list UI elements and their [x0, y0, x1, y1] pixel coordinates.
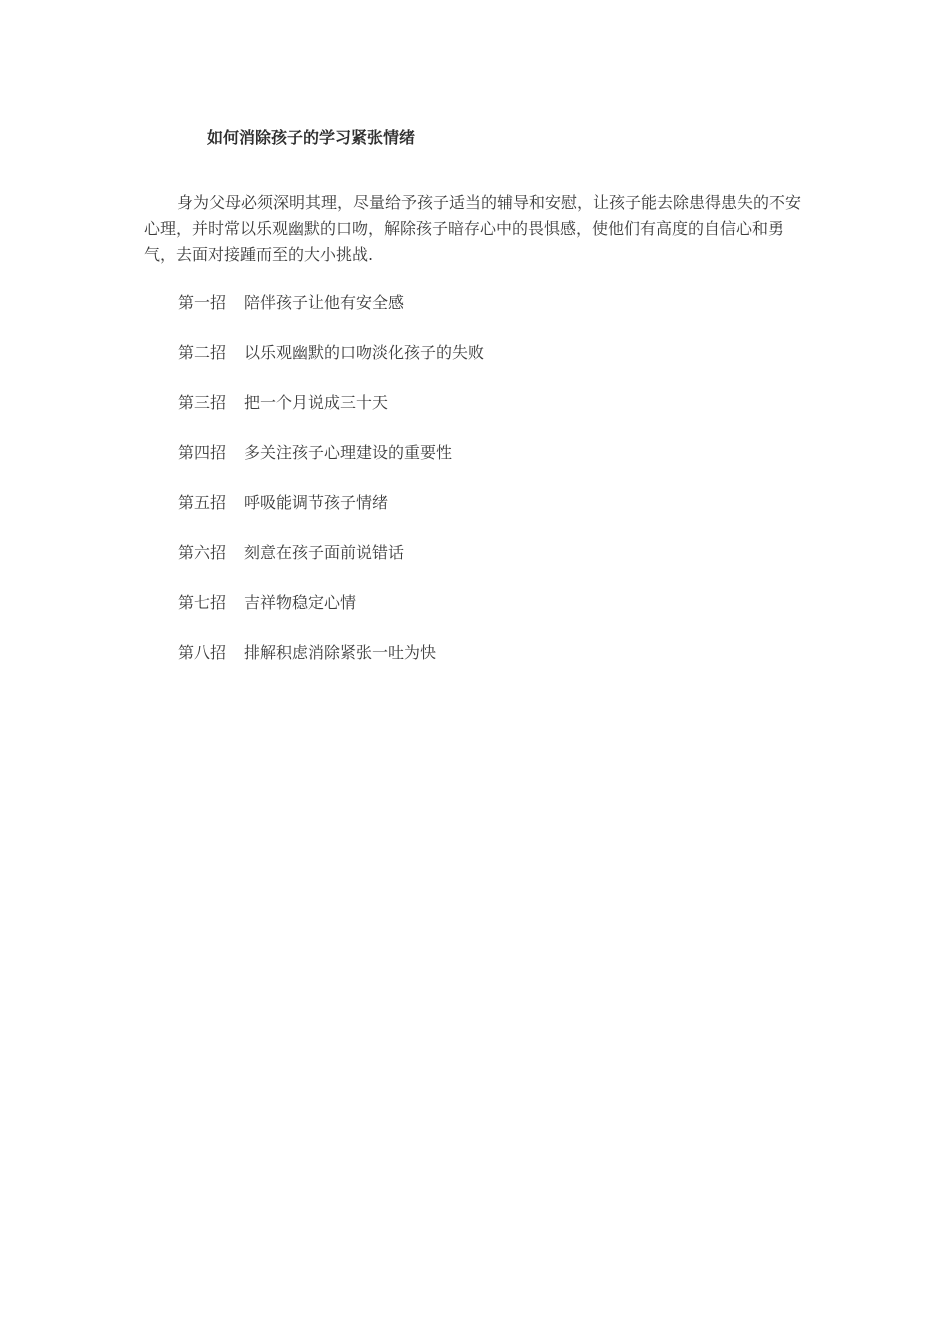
tip-item — [178, 540, 484, 590]
tip-number: 第五招 — [178, 493, 227, 512]
tip-number: 第六招 — [178, 543, 227, 562]
tip-item — [178, 340, 484, 390]
tip-item — [178, 440, 484, 490]
tip-item — [178, 290, 484, 340]
tip-text: 以乐观幽默的口吻淡化孩子的失败 — [244, 343, 485, 362]
tip-text: 吉祥物稳定心情 — [244, 593, 357, 612]
tip-item — [178, 640, 484, 690]
document-title: 如何消除孩子的学习紧张情绪 — [207, 128, 416, 147]
tip-text: 刻意在孩子面前说错话 — [244, 543, 405, 562]
tips-list — [178, 290, 484, 690]
tip-text: 呼吸能调节孩子情绪 — [244, 493, 389, 512]
tip-item — [178, 390, 484, 440]
tip-text: 陪伴孩子让他有安全感 — [244, 293, 405, 312]
tip-text: 多关注孩子心理建设的重要性 — [244, 443, 453, 462]
intro-paragraph: 身为父母必须深明其理，尽量给予孩子适当的辅导和安慰，让孩子能去除患得患失的不安心理，并时常以乐观幽默的口吻，解除孩子暗存心中的畏惧感，使他们有高度的自信心和勇气，去面对接踵而至的大小挑战. — [144, 193, 802, 264]
tip-number: 第二招 — [178, 343, 227, 362]
tip-number: 第一招 — [178, 293, 227, 312]
tip-text: 把一个月说成三十天 — [244, 393, 389, 412]
tip-item — [178, 590, 484, 640]
tip-item — [178, 490, 484, 540]
tip-number: 第八招 — [178, 643, 227, 662]
tip-number: 第四招 — [178, 443, 227, 462]
tip-number: 第三招 — [178, 393, 227, 412]
tip-text: 排解积虑消除紧张一吐为快 — [244, 643, 437, 662]
tip-number: 第七招 — [178, 593, 227, 612]
